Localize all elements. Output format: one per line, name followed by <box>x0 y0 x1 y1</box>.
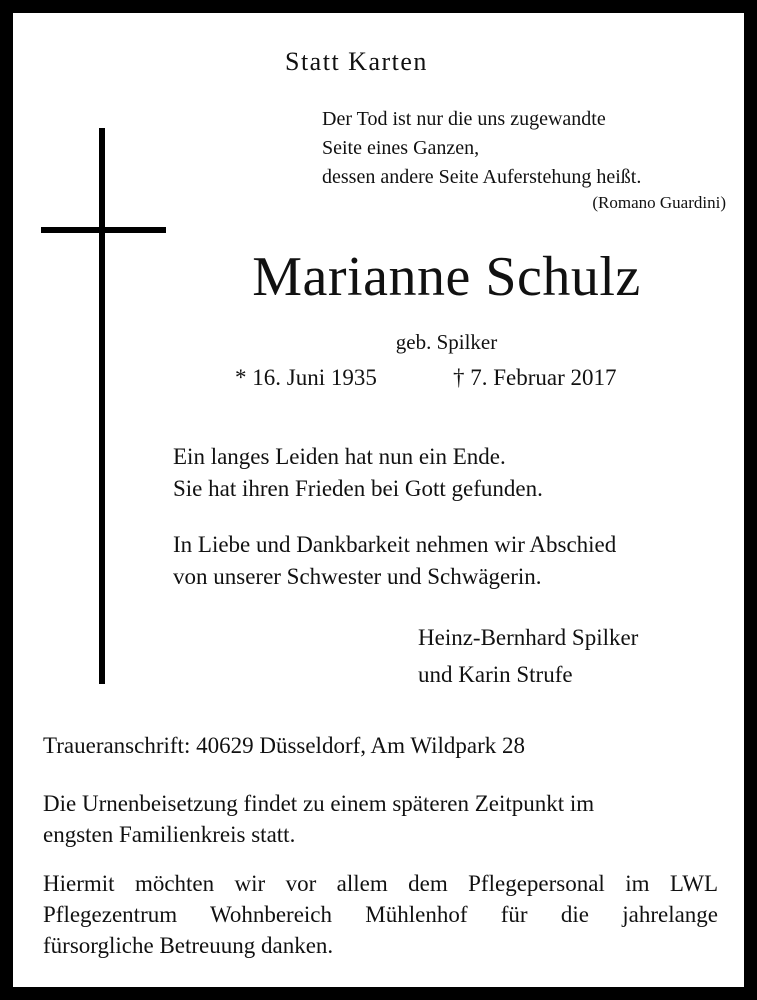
quote-line: Der Tod ist nur die uns zugewandte <box>322 108 606 130</box>
signatory-line: und Karin Strufe <box>418 662 573 687</box>
urn-burial-line: Die Urnenbeisetzung findet zu einem späteren Zeitpunkt im <box>43 791 595 816</box>
urn-burial-line: engsten Familienkreis statt. <box>43 822 296 847</box>
paragraph-suffering-ended <box>173 441 543 505</box>
mourning-address: Traueranschrift: 40629 Düsseldorf, Am Wildpark 28 <box>43 733 526 758</box>
kicker-statt-karten: Statt Karten <box>285 47 428 76</box>
paragraph-farewell <box>173 529 616 593</box>
paragraph-line: Ein langes Leiden hat nun ein Ende. <box>173 444 506 469</box>
quote-line: Seite eines Ganzen, <box>322 137 480 159</box>
urn-burial-note <box>43 788 594 850</box>
thanks-note <box>43 868 718 961</box>
cross-vertical-bar <box>99 128 105 684</box>
cross-horizontal-bar <box>41 227 166 233</box>
paragraph-line: In Liebe und Dankbarkeit nehmen wir Abschied <box>173 532 617 557</box>
birth-date: * 16. Juni 1935 <box>235 365 377 390</box>
birth-name: geb. Spilker <box>395 330 498 354</box>
paragraph-line: Sie hat ihren Frieden bei Gott gefunden. <box>173 476 543 501</box>
thanks-line: Pflegezentrum Wohnbereich Mühlenhof für die jahrelange <box>43 902 718 927</box>
thanks-line: fürsorgliche Betreuung danken. <box>43 933 334 958</box>
deceased-name: Marianne Schulz <box>252 246 641 308</box>
quote-line: dessen andere Seite Auferstehung heißt. <box>322 166 642 188</box>
death-date: † 7. Februar 2017 <box>453 365 617 390</box>
quote-author: (Romano Guardini) <box>592 193 726 212</box>
paragraph-line: von unserer Schwester und Schwägerin. <box>173 564 542 589</box>
signatories <box>418 619 638 693</box>
quote <box>322 105 641 192</box>
signatory-line: Heinz-Bernhard Spilker <box>418 625 639 650</box>
thanks-line: Hiermit möchten wir vor allem dem Pflegepersonal im LWL <box>43 871 718 896</box>
